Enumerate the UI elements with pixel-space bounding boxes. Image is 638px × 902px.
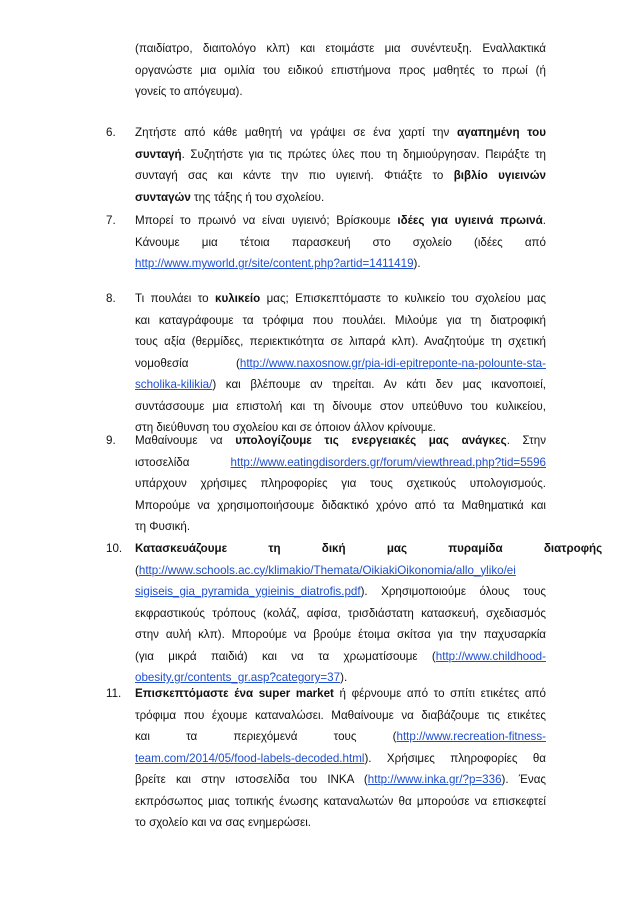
schools-cy-link-cont[interactable]: sigiseis_gia_pyramida_ygieinis_diatrofis.pdf — [135, 585, 361, 598]
item-line: στη διεύθυνση του σχολείου και σε όποιον άλλον κρίνουμε. — [135, 421, 437, 434]
item-line — [135, 538, 603, 560]
text-run: Μαθαίνουμε να — [135, 434, 236, 447]
bold-text: κυλικείο — [215, 292, 261, 305]
item-line — [135, 288, 546, 310]
item-line: και καταγράφουμε τα τρόφιμα που πουλάει. Μιλούμε για τη διατροφική — [135, 313, 546, 327]
bold-text: συνταγών — [135, 190, 191, 204]
item-line — [135, 187, 546, 209]
text-run: ή φέρνουμε από το σπίτι ετικέτες από — [333, 687, 546, 700]
item-line: το σχολείο και να σας ενημερώσει. — [135, 816, 312, 829]
recreation-fitness-link-cont[interactable]: team.com/2014/05/food-labels-decoded.html — [135, 751, 365, 765]
text-run: ( — [135, 563, 139, 577]
item-line — [135, 726, 546, 748]
childhood-obesity-link-cont[interactable]: obesity.gr/contents_gr.asp?category=37 — [135, 671, 341, 684]
item-number: 7. — [106, 214, 116, 227]
item-line — [135, 748, 546, 770]
item-line — [135, 683, 546, 705]
childhood-obesity-link[interactable]: http://www.childhood- — [435, 649, 546, 663]
item-line — [135, 769, 546, 791]
item-line — [135, 210, 546, 232]
text-run: . — [542, 214, 546, 227]
intro-line-1: (παιδίατρο, διαιτολόγο κλπ) και ετοιμάστε μια συνέντευξη. Εναλλακτικά — [135, 42, 546, 55]
text-run: νομοθεσία ( — [135, 356, 240, 370]
text-run: της τάξης ή του σχολείου. — [190, 190, 325, 204]
item-line — [135, 122, 546, 144]
item-line — [135, 646, 546, 668]
eatingdisorders-link[interactable]: http://www.eatingdisorders.gr/forum/viewthread.php?tid=5596 — [230, 455, 546, 469]
recreation-fitness-link[interactable]: http://www.recreation-fitness- — [396, 730, 546, 743]
schools-cy-link[interactable]: http://www.schools.ac.cy/klimakio/Themata/OikiakiOikonomia/allo_yliko/ei — [138, 563, 516, 577]
bold-text: αγαπημένη του — [457, 126, 546, 139]
text-run: ). Χρήσιμες πληροφορίες θα — [364, 751, 546, 765]
intro-line-2: οργανώστε μια ομιλία του ειδικού επιστήμονα προς μαθητές το πρωί (ή — [135, 63, 546, 77]
text-run: ). — [413, 257, 421, 270]
item-line: τη Φυσική. — [135, 520, 191, 533]
item-line — [135, 374, 546, 396]
item-line — [135, 232, 546, 254]
item-line: στην αυλή κλπ). Μπορούμε να βρούμε έτοιμα σκίτσα για την παχυσαρκία — [135, 628, 546, 641]
naxosnow-link[interactable]: http://www.naxosnow.gr/pia-idi-epitreponte-na-polounte-sta- — [239, 356, 546, 370]
item-line — [135, 353, 546, 375]
intro-line-3: γονείς το απόγευμα). — [135, 85, 243, 98]
bold-text: Επισκεπτόμαστε ένα super market — [135, 687, 334, 700]
bold-text: συνταγή — [135, 147, 182, 161]
myworld-link[interactable]: http://www.myworld.gr/site/content.php?artid=1411419 — [135, 257, 414, 270]
item-line — [135, 253, 546, 275]
text-run: ) και βλέπουμε αν τηρείται. Αν κάτι δεν μας ικανοποιεί, — [212, 378, 546, 391]
item-line: τους αξία (θερμίδες, περιεκτικότητα σε λιπαρά κλπ). Αναζητούμε τη σχετική — [135, 335, 546, 348]
text-run: και τα περιεχόμενά τους ( — [135, 730, 397, 743]
text-run: Ζητήστε από κάθε μαθητή να γράψει σε ένα χαρτί την — [135, 126, 458, 139]
text-run: ). Χρησιμοποιούμε όλους τους — [360, 585, 546, 598]
text-run: (για μικρά παιδιά) και να τα χρωματίσουμε ( — [135, 649, 436, 663]
text-run: ιστοσελίδα — [135, 455, 231, 469]
item-line — [135, 430, 546, 452]
item-line: τρόφιμα που έχουμε καταναλώσει. Μαθαίνουμε να διαβάζουμε τις ετικέτες — [135, 708, 546, 722]
item-line: υπάρχουν χρήσιμες πληροφορίες για τους σχετικούς υπολογισμούς. — [135, 477, 546, 490]
item-line: Μπορούμε να χρησιμοποιήσουμε διδακτικό χρόνο από τα Μαθηματικά και — [135, 498, 546, 512]
item-number: 10. — [106, 542, 123, 555]
bold-text: Κατασκευάζουμε τη δική μας πυραμίδα διατροφής — [135, 542, 603, 555]
inka-link[interactable]: http://www.inka.gr/?p=336 — [367, 773, 502, 786]
item-line — [135, 144, 546, 166]
text-run: συνταγή σας και κάντε την πιο υγιεινή. Φτιάξτε το — [135, 169, 454, 182]
text-run: μας; Επισκεπτόμαστε το κυλικείο του σχολείου μας — [260, 292, 546, 305]
naxosnow-link-cont[interactable]: scholika-kilikia/ — [135, 378, 213, 391]
item-line: εκπρόσωπος μιας τοπικής ένωσης καταναλωτών θα μπορούσε να επισκεφτεί — [135, 794, 546, 808]
item-line — [135, 581, 546, 603]
item-number: 8. — [106, 292, 116, 305]
item-number: 11. — [106, 687, 122, 700]
text-run: Μπορεί το πρωινό να είναι υγιεινό; Βρίσκουμε — [135, 214, 398, 227]
bold-text: βιβλίο υγιεινών — [453, 169, 546, 182]
text-run: ). Ένας — [501, 773, 546, 786]
item-line: συντάσσουμε μια επιστολή και τη δίνουμε στον υπεύθυνο του κυλικείου, — [135, 399, 546, 413]
text-run: . Συζητήστε για τις πρώτες ύλες που τη δημιούργησαν. Πειράξτε τη — [181, 147, 546, 161]
bold-text: υπολογίζουμε τις ενεργειακές μας ανάγκες — [235, 434, 507, 447]
text-run: ). — [340, 671, 348, 684]
item-number: 6. — [106, 126, 116, 139]
item-line — [135, 165, 546, 187]
bold-text: ιδέες για υγιεινά πρωινά — [397, 214, 543, 227]
text-run: Κάνουμε μια τέτοια παρασκευή στο σχολείο (ιδέες από — [135, 235, 546, 249]
item-number: 9. — [106, 434, 116, 447]
text-run: Τι πουλάει το — [135, 292, 216, 305]
item-line: εκφραστικούς τρόπους (κολάζ, αφίσα, τρισδιάστατη κατασκευή, σχεδιασμός — [135, 606, 546, 620]
item-line — [135, 560, 546, 582]
text-run: βρείτε και στην ιστοσελίδα του ΙΝΚΑ ( — [135, 773, 368, 786]
item-line — [135, 452, 546, 474]
text-run: . Στην — [506, 434, 546, 447]
